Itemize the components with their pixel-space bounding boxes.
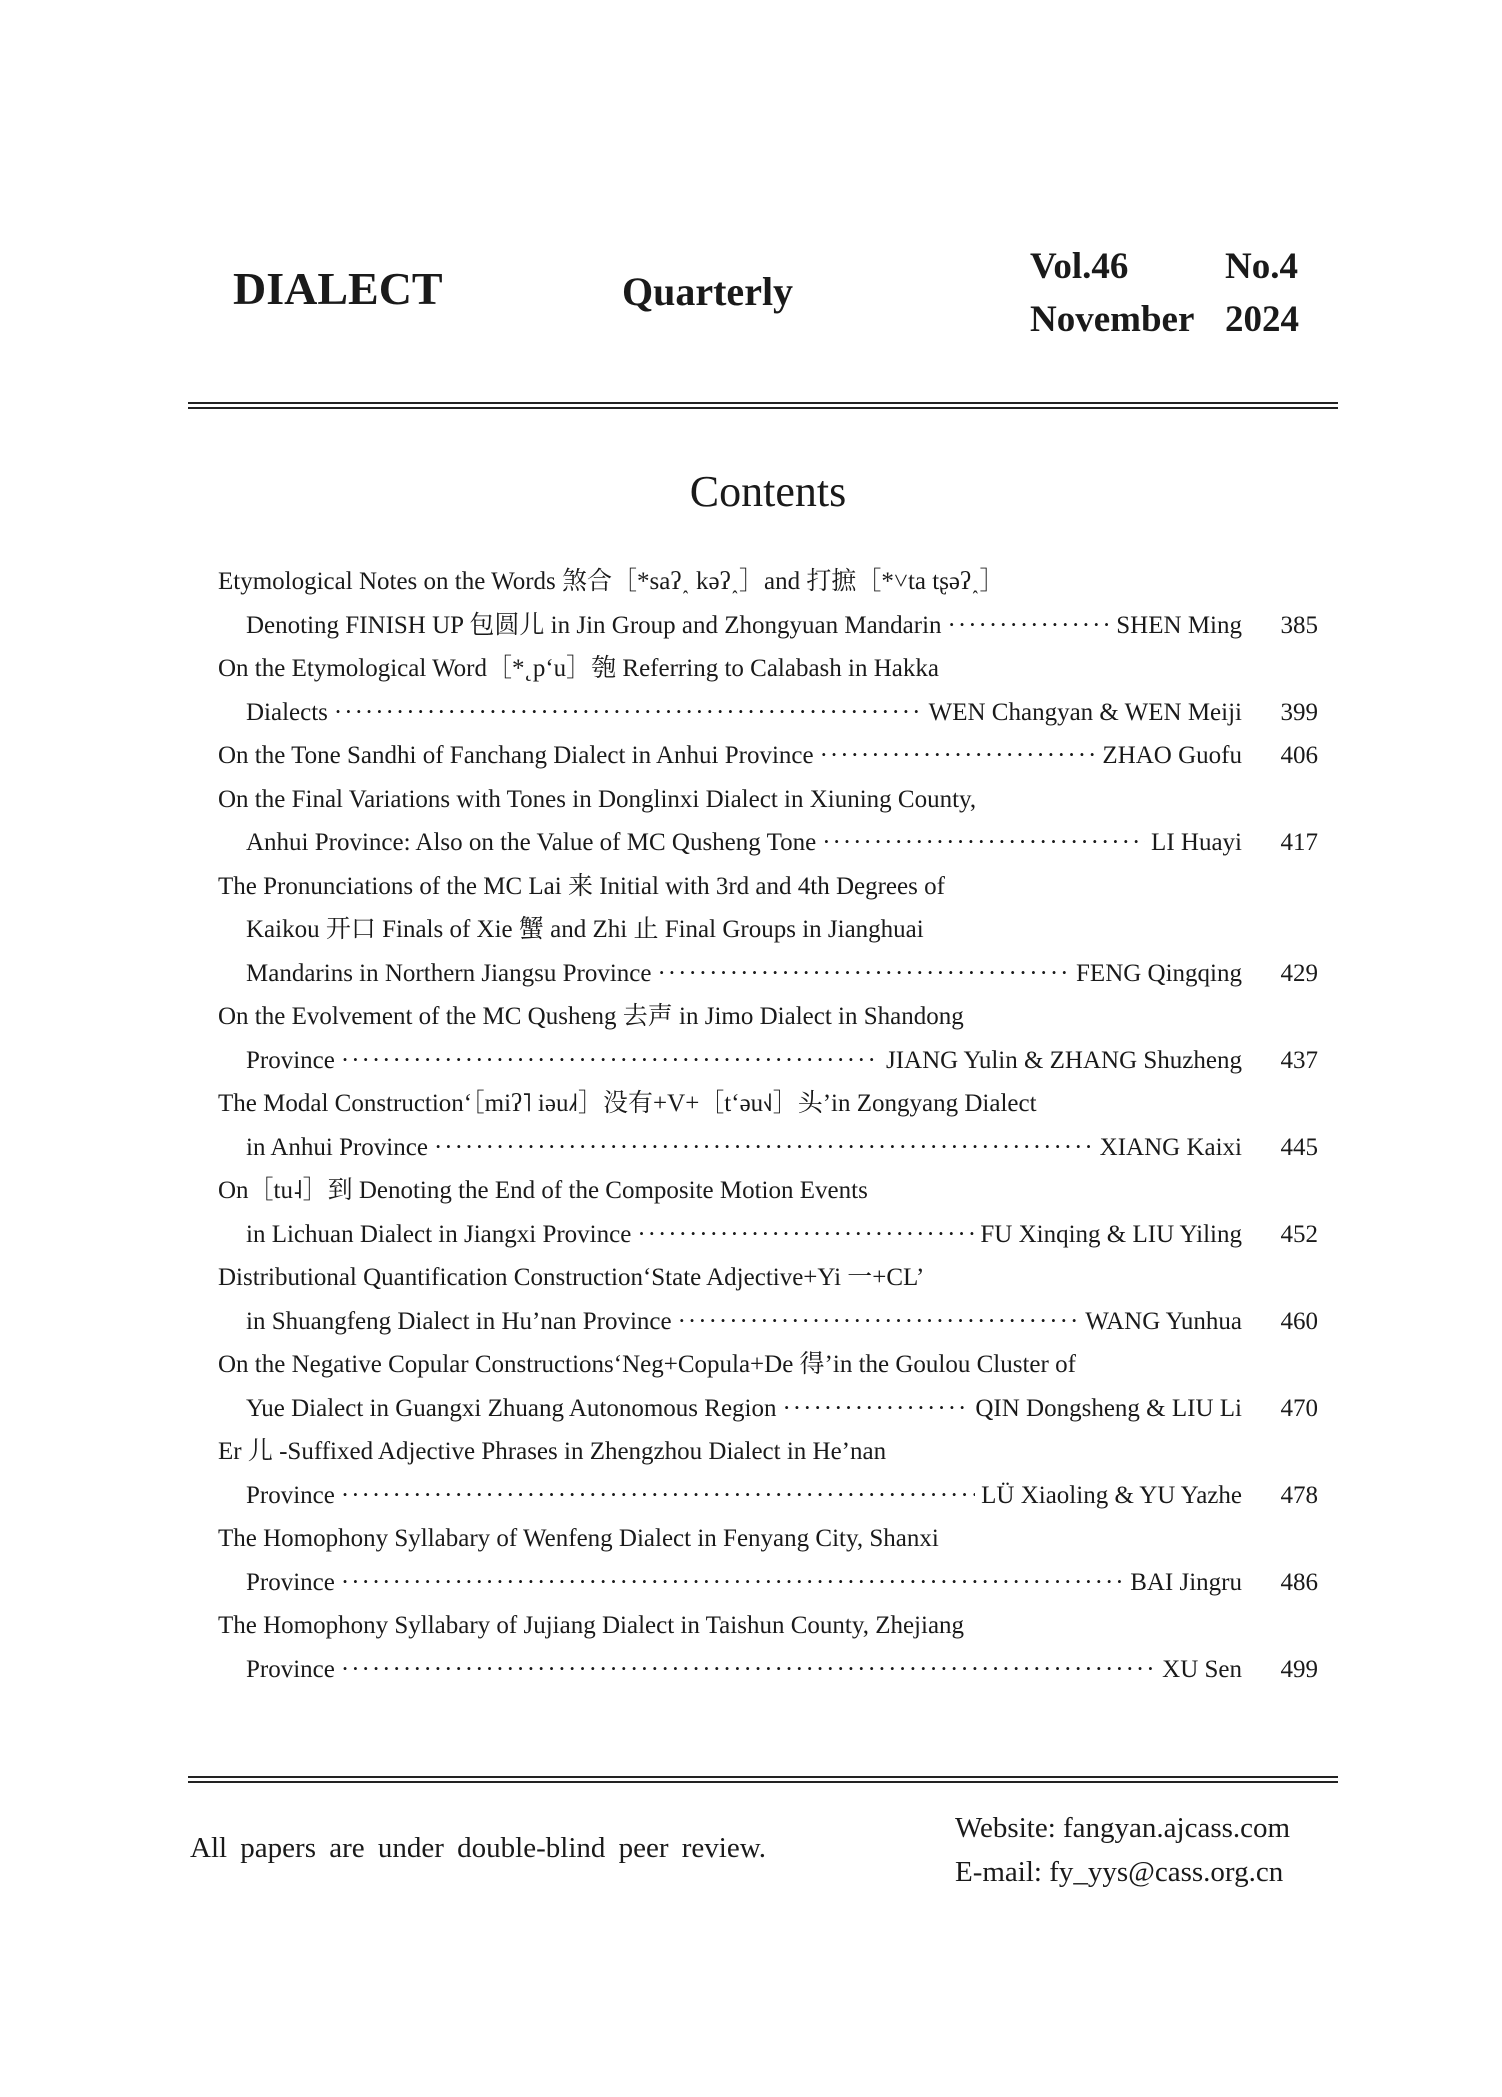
toc-entry-line — [218, 1517, 1318, 1561]
toc-entry-line — [218, 1474, 1318, 1518]
toc-entry — [218, 1430, 1318, 1517]
article-title-line: On the Etymological Word［*˛pʻu］匏 Referring to Calabash in Hakka — [218, 655, 939, 682]
article-title-line: Kaikou 开口 Finals of Xie 蟹 and Zhi 止 Final Groups in Jianghuai — [246, 916, 924, 943]
dot-leader — [334, 691, 923, 735]
dot-leader — [678, 1300, 1080, 1344]
top-divider — [188, 402, 1338, 409]
issue-number: No.4 — [1225, 246, 1298, 287]
article-title-line: Province — [246, 1481, 335, 1509]
issue-month: November — [1030, 299, 1195, 340]
page-number: 417 — [1280, 829, 1318, 856]
article-title-line: Etymological Notes on the Words 煞合［*saʔ˰ kəʔ˰］and 打摭［*˅ta tʂəʔ˰］ — [218, 568, 1005, 595]
toc-entry — [218, 1604, 1318, 1691]
toc-entry — [218, 778, 1318, 865]
article-title-line: The Homophony Syllabary of Jujiang Dialect in Taishun County, Zhejiang — [218, 1612, 965, 1639]
peer-review-note: All papers are under double-blind peer review. — [190, 1832, 767, 1864]
issue-year: 2024 — [1225, 299, 1299, 340]
toc-entry-line — [218, 995, 1318, 1039]
toc-entry-line — [218, 1169, 1318, 1213]
article-author: XU Sen — [1162, 1655, 1242, 1683]
article-author: XIANG Kaixi — [1099, 1133, 1242, 1161]
article-title-line: Province — [246, 1046, 335, 1074]
dot-leader — [341, 1648, 1156, 1692]
article-title-line: Distributional Quantification Construction‘State Adjective+Yi 一+CL’ — [218, 1264, 925, 1291]
article-title-line: On the Evolvement of the MC Qusheng 去声 in Jimo Dialect in Shandong — [218, 1003, 964, 1030]
article-title-line: Province — [246, 1655, 335, 1683]
toc-entry — [218, 734, 1318, 778]
article-author: QIN Dongsheng & LIU Li — [975, 1394, 1242, 1422]
toc-entry-line — [218, 1213, 1318, 1257]
dot-leader — [341, 1561, 1124, 1605]
page-number: 486 — [1280, 1568, 1318, 1596]
article-title-line: On the Negative Copular Constructions‘Neg+Copula+De 得’in the Goulou Cluster of — [218, 1351, 1076, 1378]
article-title-line: The Homophony Syllabary of Wenfeng Dialect in Fenyang City, Shanxi — [218, 1525, 939, 1552]
article-title-line: Province — [246, 1568, 335, 1596]
article-author: WANG Yunhua — [1085, 1307, 1242, 1335]
bottom-divider — [188, 1776, 1338, 1783]
toc-entry-line — [218, 821, 1318, 865]
article-title-line: in Lichuan Dialect in Jiangxi Province — [246, 1220, 632, 1248]
page-number: 452 — [1280, 1220, 1318, 1248]
toc-entry — [218, 1343, 1318, 1430]
dot-leader — [434, 1126, 1094, 1170]
toc-entry-line — [218, 865, 1318, 909]
page-number: 406 — [1280, 742, 1318, 769]
toc-entry-line — [218, 604, 1318, 648]
toc-entry-line — [218, 647, 1318, 691]
toc-entry-line — [218, 908, 1318, 952]
volume: Vol.46 — [1030, 246, 1129, 287]
dot-leader — [341, 1039, 880, 1083]
toc-entry — [218, 1517, 1318, 1604]
article-title-line: in Shuangfeng Dialect in Hu’nan Province — [246, 1307, 672, 1335]
dot-leader — [820, 734, 1097, 778]
page-number: 429 — [1280, 959, 1318, 987]
toc-entry — [218, 560, 1318, 647]
dot-leader — [637, 1213, 974, 1257]
article-author: JIANG Yulin & ZHANG Shuzheng — [886, 1046, 1242, 1074]
toc-entry-line — [218, 1256, 1318, 1300]
toc-entry-line — [218, 1039, 1318, 1083]
journal-title: DIALECT — [233, 263, 443, 314]
article-title-line: Anhui Province: Also on the Value of MC Qusheng Tone — [246, 829, 817, 856]
toc-entry-line — [218, 1561, 1318, 1605]
page-number: 470 — [1280, 1394, 1318, 1422]
page-number: 499 — [1280, 1655, 1318, 1683]
toc-entry-line — [218, 734, 1318, 778]
article-title-line: On［tu˨］到 Denoting the End of the Composite Motion Events — [218, 1177, 868, 1204]
dot-leader — [657, 952, 1070, 996]
toc-entry-line — [218, 1082, 1318, 1126]
article-title-line: Er 儿 -Suffixed Adjective Phrases in Zhengzhou Dialect in He’nan — [218, 1438, 887, 1465]
article-author: LI Huayi — [1151, 829, 1242, 856]
email: E-mail: fy_yys@cass.org.cn — [955, 1856, 1284, 1888]
contents-heading: Contents — [689, 467, 847, 516]
page-number: 385 — [1280, 611, 1318, 639]
toc-entry-line — [218, 691, 1318, 735]
toc-entry — [218, 865, 1318, 996]
article-author: FU Xinqing & LIU Yiling — [980, 1220, 1242, 1248]
dot-leader — [782, 1387, 969, 1431]
toc-entry — [218, 1169, 1318, 1256]
dot-leader — [948, 604, 1111, 648]
page-number: 445 — [1280, 1133, 1318, 1161]
table-of-contents — [218, 560, 1318, 1691]
article-author: BAI Jingru — [1130, 1568, 1242, 1596]
website: Website: fangyan.ajcass.com — [955, 1812, 1291, 1844]
toc-entry-line — [218, 1604, 1318, 1648]
toc-entry-line — [218, 1343, 1318, 1387]
article-author: FENG Qingqing — [1076, 959, 1242, 987]
toc-entry-line — [218, 1430, 1318, 1474]
toc-entry-line — [218, 952, 1318, 996]
page-number: 478 — [1280, 1481, 1318, 1509]
article-title-line: in Anhui Province — [246, 1133, 428, 1161]
toc-entry-line — [218, 560, 1318, 604]
article-title-line: Denoting FINISH UP 包圆儿 in Jin Group and Zhongyuan Mandarin — [246, 611, 942, 639]
page-number: 437 — [1280, 1046, 1318, 1074]
toc-entry — [218, 995, 1318, 1082]
article-title-line: Dialects — [246, 698, 328, 726]
toc-entry-line — [218, 1387, 1318, 1431]
article-author: WEN Changyan & WEN Meiji — [928, 698, 1242, 726]
contact-info — [955, 1806, 1290, 1894]
article-title-line: The Modal Construction‘［miʔ˥ iəu˩˧］没有+V+［tʻəu˧˩］头’in Zongyang Dialect — [218, 1090, 1037, 1117]
article-title-line: The Pronunciations of the MC Lai 来 Initial with 3rd and 4th Degrees of — [218, 872, 945, 900]
toc-entry-line — [218, 1300, 1318, 1344]
page-number: 399 — [1280, 698, 1318, 726]
article-title-line: On the Tone Sandhi of Fanchang Dialect in Anhui Province — [218, 742, 814, 769]
journal-frequency: Quarterly — [622, 269, 794, 314]
toc-entry-line — [218, 1648, 1318, 1692]
article-title-line: On the Final Variations with Tones in Donglinxi Dialect in Xiuning County, — [218, 785, 977, 813]
article-title-line: Mandarins in Northern Jiangsu Province — [246, 959, 652, 987]
toc-entry — [218, 647, 1318, 734]
dot-leader — [341, 1474, 975, 1518]
article-title-line: Yue Dialect in Guangxi Zhuang Autonomous Region — [246, 1394, 777, 1422]
article-author: SHEN Ming — [1116, 611, 1242, 639]
article-author: ZHAO Guofu — [1102, 742, 1242, 769]
dot-leader — [822, 821, 1145, 865]
toc-entry — [218, 1256, 1318, 1343]
toc-entry-line — [218, 1126, 1318, 1170]
issue-info — [1030, 240, 1299, 346]
toc-entry — [218, 1082, 1318, 1169]
article-author: LÜ Xiaoling & YU Yazhe — [981, 1481, 1242, 1509]
page-number: 460 — [1280, 1307, 1318, 1335]
toc-entry-line — [218, 778, 1318, 822]
